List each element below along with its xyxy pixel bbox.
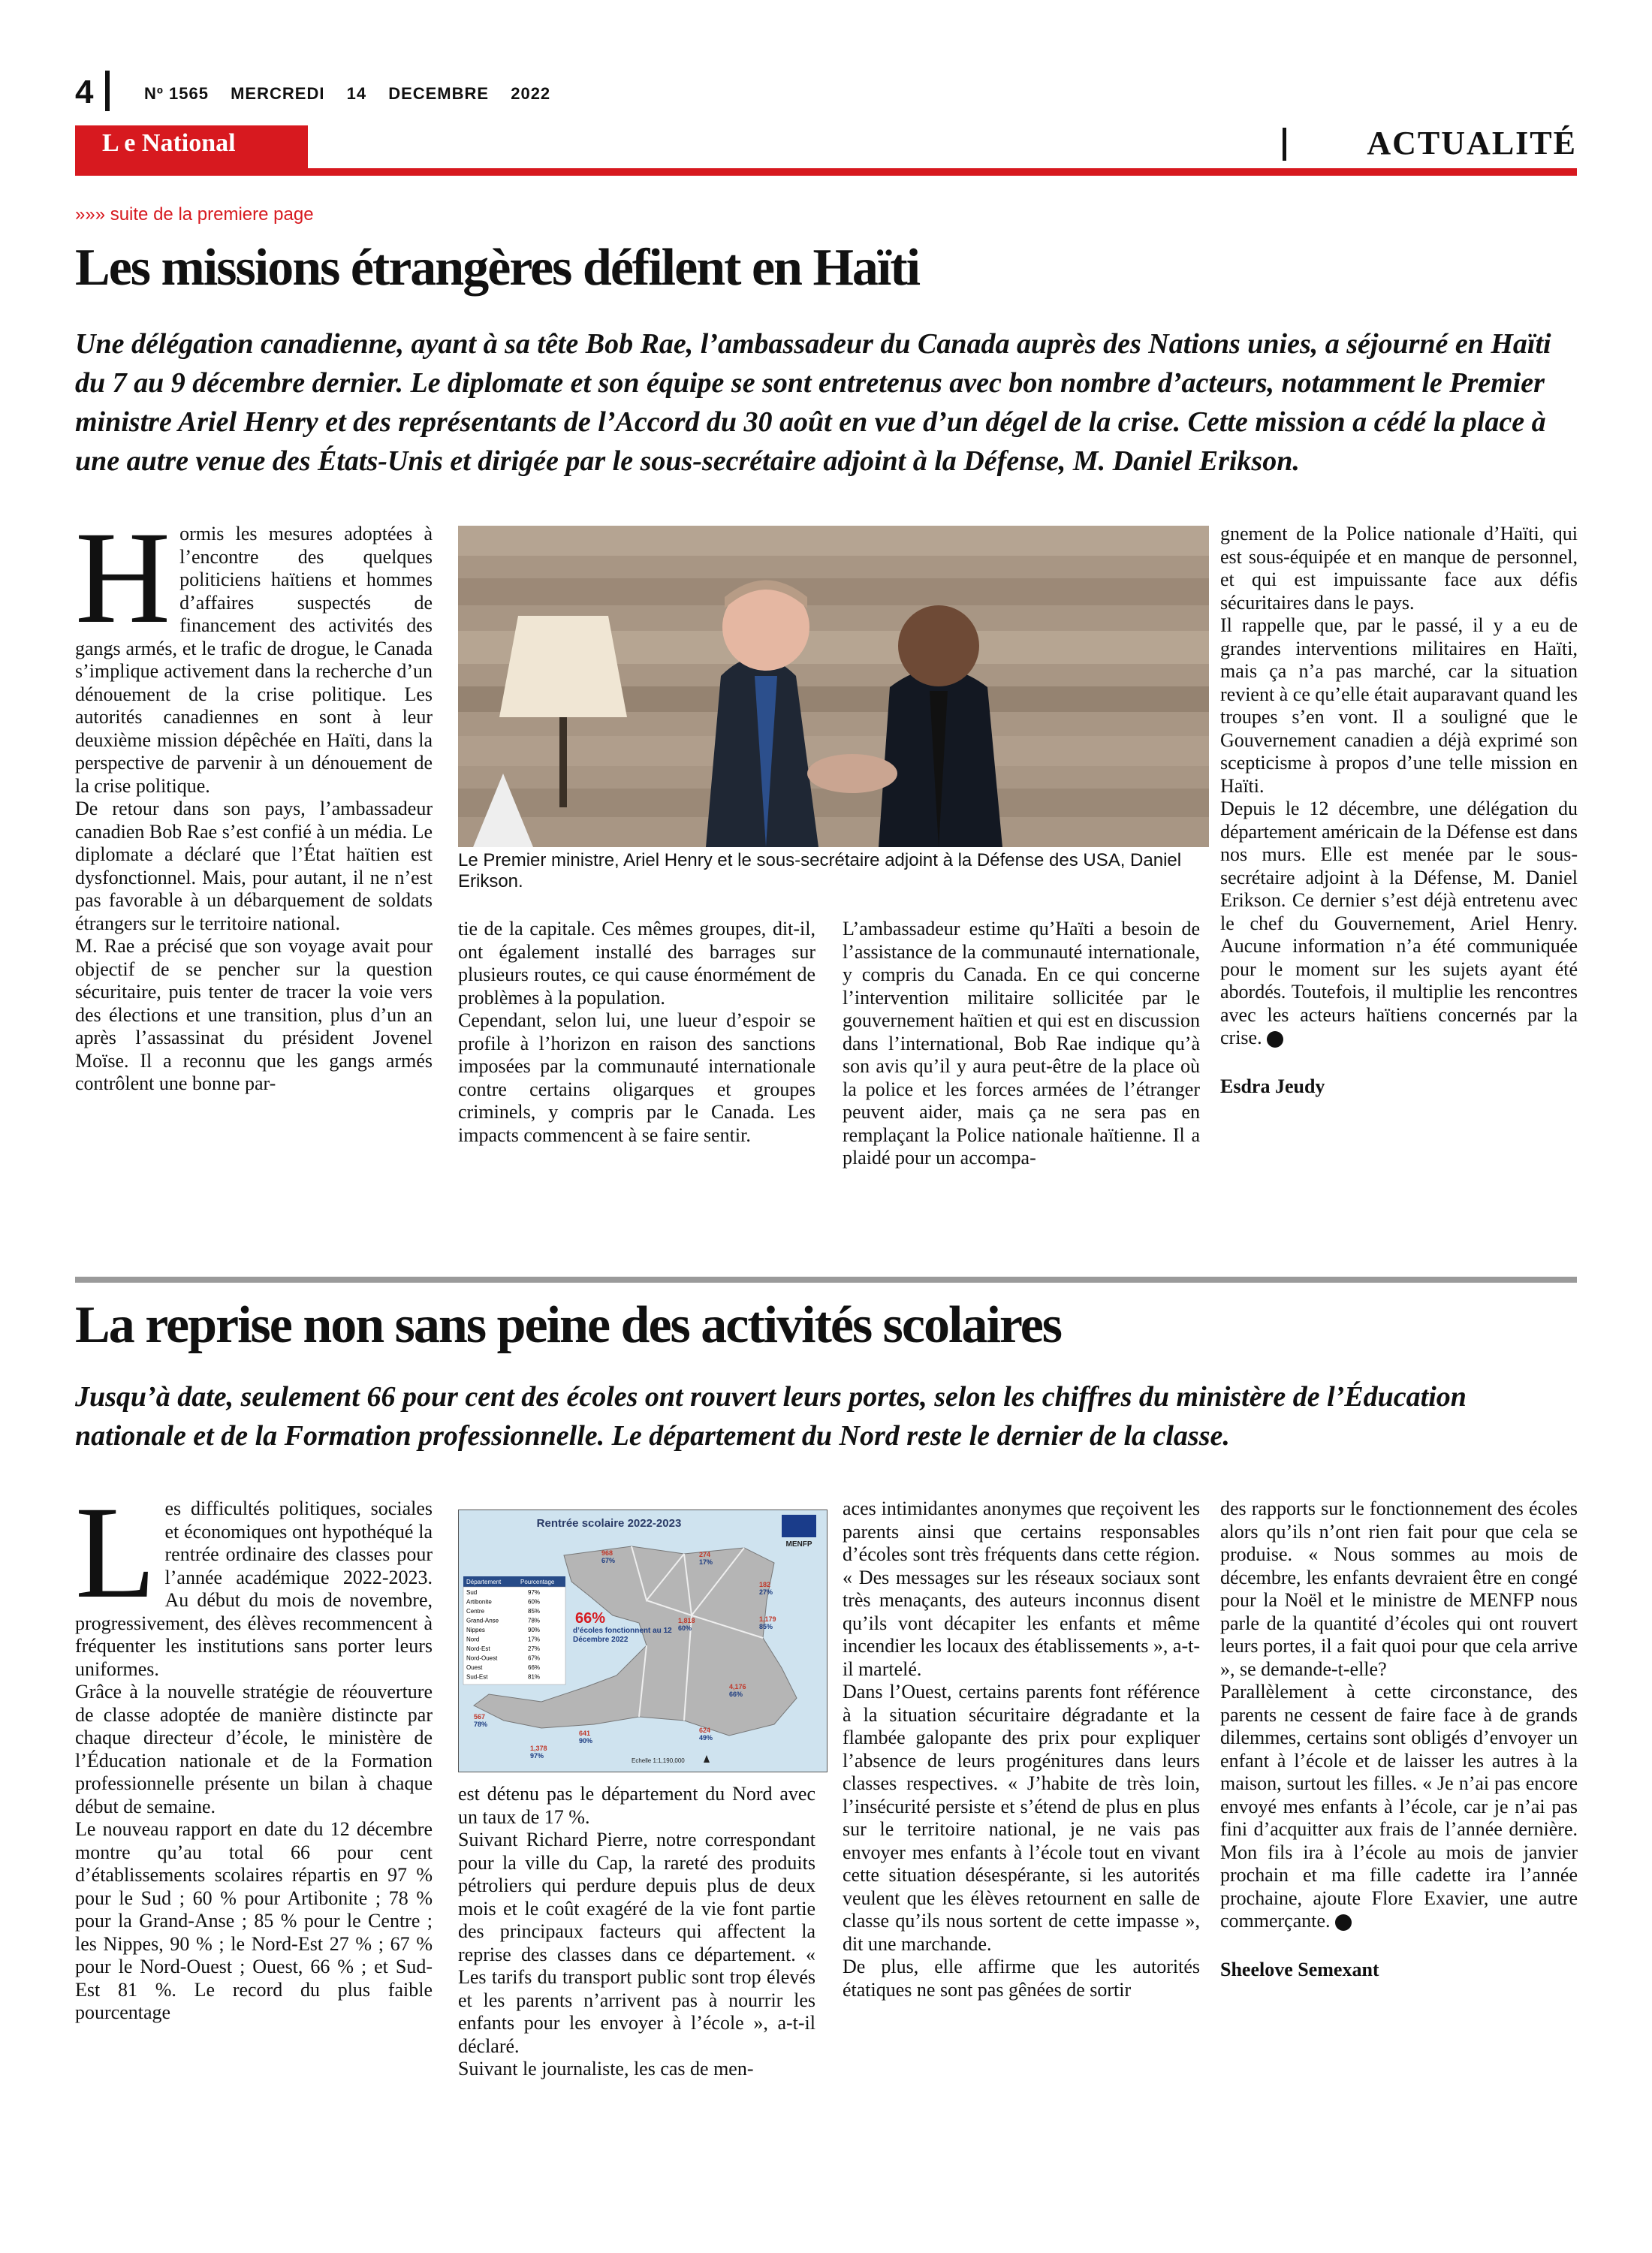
table-cell-department: Nippes bbox=[466, 1627, 485, 1633]
section-divider bbox=[1283, 128, 1286, 161]
paragraph: M. Rae a précisé que son voyage avait pour objectif de se pencher sur la question sécuritaire, puis tenter de tracer la voie vers des élections et une transition, plus d’un an après l’assassinat du président Jovenel Moïse. Il a reconnu que les gangs armés contrôlent une bonne par- bbox=[75, 935, 433, 1094]
department-percent-label: 85% bbox=[759, 1623, 773, 1630]
paragraph: ormis les mesures adoptées à l’encontre des quelques politiciens haïtiens et hommes d’affaires suspectés de financement des activités des gangs armés, et le trafic de drogue, le Canada s’implique activement dans la recherche d’un dénouement de la crise politique. Les autorités canadiennes en sont à leur deuxième mission dépêchée en Haïti, dans la perspective de parvenir à un dénouement de la crise politique. bbox=[75, 523, 433, 797]
photo-caption: Le Premier ministre, Ariel Henry et le sous-secrétaire adjoint à la Défense des USA, Daniel Erikson. bbox=[458, 850, 1182, 891]
article-2-column-4 bbox=[1220, 1497, 1578, 1981]
department-percent-label: 27% bbox=[759, 1588, 773, 1596]
department-percent-label: 78% bbox=[474, 1721, 488, 1728]
table-cell-department: Nord-Ouest bbox=[466, 1654, 498, 1662]
drop-cap: L bbox=[75, 1479, 156, 1626]
table-cell-department: Sud-Est bbox=[466, 1673, 488, 1681]
paragraph bbox=[1220, 1681, 1578, 1933]
table-cell-department: Centre bbox=[466, 1608, 485, 1615]
article-1-column-2 bbox=[458, 918, 815, 1147]
brand-logo: L e National bbox=[102, 129, 236, 157]
issue-number: Nº 1565 bbox=[144, 84, 209, 103]
article-1-column-4 bbox=[1220, 523, 1578, 1098]
paragraph: est détenu pas le département du Nord avec un taux de 17 %. bbox=[458, 1783, 815, 1828]
table-cell-department: Artibonite bbox=[466, 1598, 492, 1606]
department-count-label: 567 bbox=[474, 1713, 486, 1721]
department-count-label: 1,378 bbox=[530, 1745, 547, 1752]
article-1-title: Les missions étrangères défilent en Haïti bbox=[75, 239, 920, 297]
header-rule bbox=[75, 168, 1577, 176]
department-count-label: 274 bbox=[699, 1551, 711, 1558]
article-2-lead: Jusqu’à date, seulement 66 pour cent des écoles ont rouvert leurs portes, selon les chiffres du ministère de l’Éducation nationale et de la Formation professionnelle. Le département du Nord reste le dernier de la classe. bbox=[75, 1381, 1467, 1452]
table-cell-percentage: 27% bbox=[528, 1645, 541, 1652]
table-cell-percentage: 81% bbox=[528, 1673, 541, 1681]
table-cell-percentage: 67% bbox=[528, 1654, 541, 1662]
article-2-column-1 bbox=[75, 1479, 433, 2025]
table-cell-percentage: 90% bbox=[528, 1627, 541, 1633]
department-count-label: 182 bbox=[759, 1581, 771, 1588]
paragraph: Il rappelle que, par le passé, il y a eu de grandes interventions militaires en Haïti, mais ça n’a pas marché, car la situation revient à ce qu’elle était auparavant quand les troupes s’en vont. Il a souligné que le Gouvernement canadien a déjà exprimé son scepticisme à propos d’une telle mission en Haïti. bbox=[1220, 614, 1578, 797]
paragraph-text: Parallèlement à cette circonstance, des parents ne cessent de faire face à de grands dilemmes, certains sont obligés d’envoyer un enfant à l’école et de laisser les autres à la maison, surtout les filles. « Je n’ai pas encore envoyé mes enfants à l’école, car je n’ai pas fini d’acquitter aux frais de l’année dernière. Mon fils ira à l’école au mois de janvier prochain et ma fille cadette ira l’année prochaine, ajoute Flore Exavier, une autre commerçante. bbox=[1220, 1681, 1578, 1932]
article-1-lead: Une délégation canadienne, ayant à sa tête Bob Rae, l’ambassadeur du Canada auprès des Nations unies, a séjourné en Haïti du 7 au 9 décembre dernier. Le diplomate et son équipe se sont entretenus avec bon nombre d’acteurs, notamment le Premier ministre Ariel Henry et des représentants de l’Accord du 30 août en vue d’un dégel de la crise. Cette mission a cédé la place à une autre venue des États-Unis et dirigée par le sous-secrétaire adjoint à la Défense, M. Daniel Erikson. bbox=[75, 328, 1551, 477]
article-1-column-1 bbox=[75, 505, 433, 1096]
paragraph-text: Depuis le 12 décembre, une délégation du département américain de la Défense est dans nos murs. Elle est menée par le sous-secrétaire adjoint à la Défense, M. Daniel Erikson. Ce dernier s’est déjà entretenu avec le chef du Gouvernement, Ariel Henry. Aucune information n’a été communiquée pour le moment sur les sujets ayant été abordés. Toutefois, il multiplie les rencontres avec les acteurs haïtiens concernés par la crise. bbox=[1220, 798, 1578, 1048]
page-number-divider bbox=[105, 71, 110, 111]
author-byline: Esdra Jeudy bbox=[1220, 1075, 1325, 1097]
paragraph: gnement de la Police nationale d’Haïti, qui est sous-équipée et en manque de personnel, et qui est impuissante face aux défis sécuritaires dans le pays. bbox=[1220, 523, 1578, 614]
department-count-label: 1,818 bbox=[678, 1617, 695, 1624]
department-percent-label: 17% bbox=[699, 1558, 713, 1566]
table-cell-percentage: 66% bbox=[528, 1664, 541, 1671]
paragraph: De retour dans son pays, l’ambassadeur canadien Bob Rae s’est confié à un média. Le diplomate a déclaré que l’État haïtien est dysfonctionnel. Mais, pour autant, il ne n’est pas favorable à un débarquement de soldats étrangers sur le territoire national. bbox=[75, 798, 433, 934]
paragraph: Cependant, selon lui, une lueur d’espoir se profile à l’horizon en raison des sanctions imposées par la communauté internationale contre certains oligarques et groupes criminels, y compris par le Canada. Les impacts commencent à se faire sentir. bbox=[458, 1009, 815, 1146]
continuation-kicker: »»» suite de la premiere page bbox=[75, 204, 314, 225]
news-photo bbox=[458, 526, 1209, 847]
paragraph: De plus, elle affirme que les autorités étatiques ne sont pas gênées de sortir bbox=[843, 1956, 1200, 2001]
department-percent-label: 97% bbox=[530, 1752, 544, 1760]
page-number: 4 bbox=[75, 74, 94, 110]
article-2-title: La reprise non sans peine des activités scolaires bbox=[75, 1296, 1062, 1354]
table-header-department: Département bbox=[466, 1579, 502, 1585]
issue-year: 2022 bbox=[511, 84, 551, 103]
issue-day: 14 bbox=[346, 84, 367, 103]
paragraph: Grâce à la nouvelle stratégie de réouverture de classe adoptée de manière distincte par chaque directeur d’école, le ministère de l’Éducation nationale et de la Formation professionnelle présente un bilan à chaque début de semaine. bbox=[75, 1681, 433, 1817]
table-cell-percentage: 85% bbox=[528, 1608, 541, 1615]
paragraph: tie de la capitale. Ces mêmes groupes, dit-il, ont également installé des barrages sur plusieurs routes, ce qui cause énormément de problèmes à la population. bbox=[458, 918, 815, 1009]
paragraph: aces intimidantes anonymes que reçoivent les parents ainsi que certains responsables d’écoles sont très fréquents dans cette région. « Des messages sur les réseaux sociaux sont très menaçants, des auteurs inconnus disent qu’ils vont décapiter les enfants et même incendier les locaux des établissements », a-t-il martelé. bbox=[843, 1497, 1200, 1680]
haiti-map bbox=[459, 1510, 827, 1772]
table-cell-percentage: 97% bbox=[528, 1589, 541, 1596]
table-cell-department: Nord bbox=[466, 1636, 480, 1643]
department-percent-label: 66% bbox=[729, 1691, 743, 1698]
department-percent-label: 67% bbox=[601, 1557, 616, 1564]
table-cell-percentage: 78% bbox=[528, 1617, 541, 1624]
issue-info bbox=[144, 84, 567, 104]
table-cell-department: Grand-Anse bbox=[466, 1617, 499, 1624]
photo-illustration bbox=[458, 526, 1209, 847]
article-2-column-3 bbox=[843, 1497, 1200, 2001]
map-title: Rentrée scolaire 2022-2023 bbox=[536, 1517, 682, 1530]
article-separator bbox=[75, 1277, 1577, 1283]
school-reopening-map bbox=[458, 1510, 828, 1772]
article-2-column-2 bbox=[458, 1783, 815, 2081]
map-subtitle: d’écoles fonctionnent au 12 Décembre 2022 bbox=[573, 1627, 672, 1644]
paragraph: des rapports sur le fonctionnement des écoles alors qu’ils n’ont rien fait pour que cela se produise. « Nous sommes au mois de décembre, les enfants devraient être en congé pour la Noël et le ministre de MENFP nous parle de la quantité d’écoles qui ont rouvert leurs portes, il a fait quoi pour que cela arrive », se demande-t-elle? bbox=[1220, 1497, 1578, 1680]
department-count-label: 624 bbox=[699, 1727, 711, 1734]
table-cell-percentage: 60% bbox=[528, 1598, 541, 1606]
ministry-logo-text: MENFP bbox=[785, 1540, 812, 1549]
article-1-column-3 bbox=[843, 918, 1200, 1170]
paragraph: L’ambassadeur estime qu’Haïti a besoin de l’assistance de la communauté internationale, y compris du Canada. En ce qui concerne l’intervention militaire sollicitée par le gouvernement haïtien et qui est en discussion dans l’international, Bob Rae indique qu’à son avis qu’il y aura peut-être de la place où la police et les forces armées de l’étranger peuvent aider, mais ça ne sera pas en remplaçant la Police nationale haïtienne. Il a plaidé pour un accompa- bbox=[843, 918, 1200, 1169]
end-mark-icon bbox=[1335, 1914, 1352, 1931]
map-scale: Echelle 1:1,190,000 bbox=[632, 1757, 685, 1764]
table-cell-percentage: 17% bbox=[528, 1636, 541, 1643]
drop-cap: H bbox=[75, 505, 171, 651]
paragraph: es difficultés politiques, sociales et économiques ont hypothéqué la rentrée ordinaire des classes pour l’année académique 2022-2023. Au début du mois de novembre, progressivement, des élèves recommencent à fréquenter les institutions sans porter leurs uniformes. bbox=[75, 1497, 433, 1680]
author-byline: Sheelove Semexant bbox=[1220, 1958, 1379, 1980]
department-count-label: 1,179 bbox=[759, 1615, 776, 1623]
issue-month: DECEMBRE bbox=[388, 84, 490, 103]
table-cell-department: Ouest bbox=[466, 1664, 483, 1671]
issue-weekday: MERCREDI bbox=[231, 84, 325, 103]
department-count-label: 641 bbox=[579, 1730, 591, 1737]
paragraph: Le nouveau rapport en date du 12 décembre montre qu’au total 66 pour cent d’établissements scolaires répartis en 97 % pour le Sud ; 60 % pour Artibonite ; 78 % pour la Grand-Anse ; 85 % pour le Centre ; les Nippes, 90 % ; le Nord-Est 27 % ; 67 % pour le Nord-Ouest ; Ouest, 66 % ; et Sud-Est 81 %. Le record du plus faible pourcentage bbox=[75, 1818, 433, 2023]
paragraph: Suivant le journaliste, les cas de men- bbox=[458, 2058, 754, 2080]
table-cell-department: Nord-Est bbox=[466, 1645, 490, 1652]
ministry-logo-icon bbox=[782, 1515, 816, 1537]
department-percent-label: 90% bbox=[579, 1737, 593, 1745]
department-count-label: 968 bbox=[601, 1549, 613, 1557]
map-big-percent: 66% bbox=[575, 1610, 606, 1627]
table-header-percentage: Pourcentage bbox=[520, 1579, 555, 1585]
section-label: ACTUALITÉ bbox=[1367, 125, 1577, 161]
end-mark-icon bbox=[1267, 1031, 1283, 1048]
paragraph: Dans l’Ouest, certains parents font référence à la situation sécuritaire dégradante et la flambée galopante des prix pour expliquer l’absence de leurs progénitures dans leurs classes respectives. « J’habite de très loin, l’insécurité persiste et s’étend de plus en plus sur le territoire national, je ne vais pas envoyer mes enfants à l’école tout en vivant cette situation désespérante, si les autorités veulent que les élèves retournent en salle de classe qu’ils nous sortent de cette impasse », dit une marchande. bbox=[843, 1681, 1200, 1955]
table-cell-department: Sud bbox=[466, 1589, 478, 1596]
department-count-label: 4,176 bbox=[729, 1683, 746, 1691]
department-percent-label: 60% bbox=[678, 1624, 692, 1632]
department-percent-label: 49% bbox=[699, 1734, 713, 1742]
paragraph bbox=[1220, 798, 1578, 1050]
paragraph: Suivant Richard Pierre, notre correspondant pour la ville du Cap, la rareté des produits pétroliers qui perdure depuis plus de deux mois et le coût exagéré de la vie font partie des principaux facteurs qui affectent la reprise des classes dans ce département. « Les tarifs du transport public sont trop élevés et les parents n’arrivent pas à nourrir les enfants pour les envoyer à l’école », a-t-il déclaré. bbox=[458, 1829, 815, 2057]
